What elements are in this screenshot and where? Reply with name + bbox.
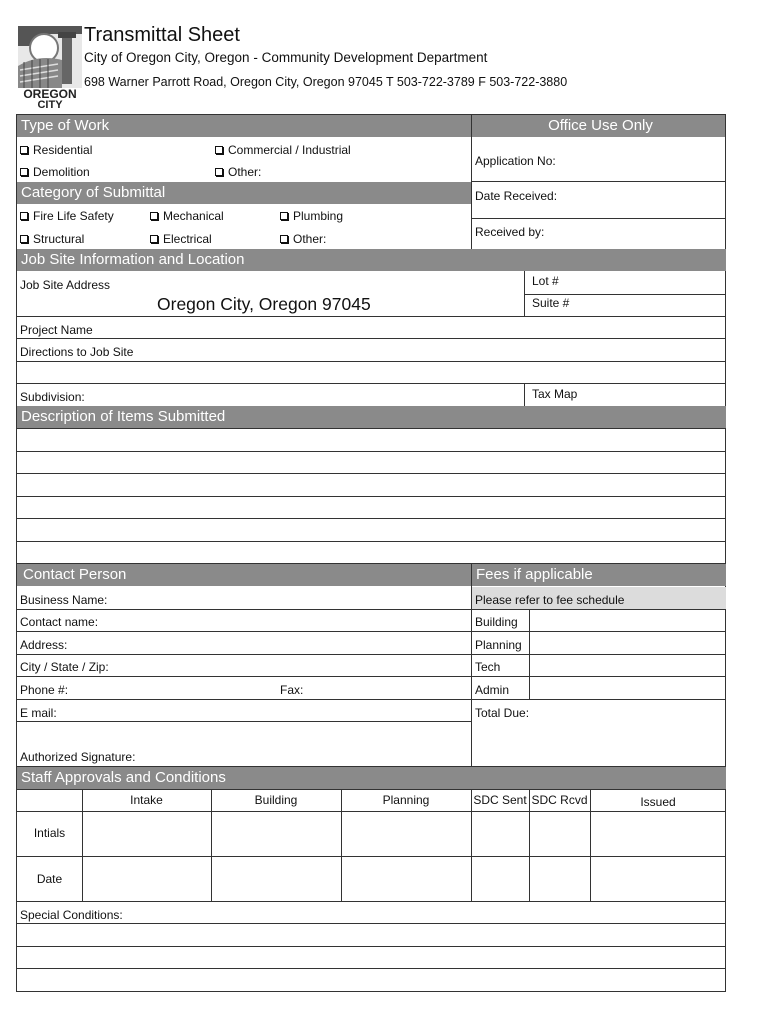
checkbox-demolition[interactable]: Demolition: [20, 165, 90, 179]
business-name-field[interactable]: Business Name:: [20, 593, 108, 607]
checkbox-icon: [20, 235, 28, 243]
date-received-field[interactable]: Date Received:: [475, 189, 558, 203]
column-building: Building: [254, 793, 298, 807]
job-site-header: Job Site Information and Location: [17, 249, 726, 271]
checkbox-icon: [20, 146, 28, 154]
checkbox-commercial[interactable]: Commercial / Industrial: [215, 143, 351, 157]
column-intake: Intake: [130, 793, 163, 807]
fees-header: Fees if applicable: [472, 564, 726, 586]
checkbox-icon: [20, 212, 28, 220]
total-due-field[interactable]: Total Due:: [475, 706, 530, 720]
address-line: 698 Warner Parrott Road, Oregon City, Oregon 97045 T 503-722-3789 F 503-722-3880: [84, 75, 568, 89]
job-site-address-label: Job Site Address: [20, 278, 111, 292]
job-site-city-value[interactable]: Oregon City, Oregon 97045: [157, 294, 371, 314]
type-of-work-header: Type of Work: [17, 115, 471, 137]
row-initials: Intials: [33, 826, 66, 840]
column-issued: Issued: [640, 795, 676, 809]
checkbox-electrical[interactable]: Electrical: [150, 232, 212, 246]
checkbox-residential[interactable]: Residential: [20, 143, 92, 157]
checkbox-fire-life-safety[interactable]: Fire Life Safety: [20, 209, 114, 223]
svg-text:CITY: CITY: [37, 99, 63, 108]
column-sdc-rcvd: SDC Rcvd: [531, 793, 588, 807]
staff-approvals-header: Staff Approvals and Conditions: [17, 767, 726, 789]
email-field[interactable]: E mail:: [20, 706, 57, 720]
tax-map-field[interactable]: Tax Map: [532, 387, 578, 401]
contact-header: Contact Person: [17, 564, 471, 586]
column-planning: Planning: [382, 793, 430, 807]
fax-field[interactable]: Fax:: [280, 683, 304, 697]
subdivision-field[interactable]: Subdivision:: [20, 390, 85, 404]
fee-planning-label: Planning: [475, 638, 522, 652]
svg-text:OREGON: OREGON: [23, 87, 77, 101]
contact-name-field[interactable]: Contact name:: [20, 615, 99, 629]
checkbox-other-work[interactable]: Other:: [215, 165, 261, 179]
fee-schedule-note: Please refer to fee schedule: [475, 593, 625, 607]
checkbox-mechanical[interactable]: Mechanical: [150, 209, 224, 223]
column-sdc-sent: SDC Sent: [473, 793, 527, 807]
office-use-header: Office Use Only: [472, 115, 725, 137]
checkbox-structural[interactable]: Structural: [20, 232, 84, 246]
fee-tech-label: Tech: [475, 660, 501, 674]
checkbox-other-category[interactable]: Other:: [280, 232, 326, 246]
checkbox-icon: [150, 235, 158, 243]
department-line: City of Oregon City, Oregon - Community Development Department: [84, 50, 488, 65]
transmittal-form: [16, 114, 726, 992]
page-title: Transmittal Sheet: [84, 24, 240, 46]
row-date: Date: [36, 872, 63, 886]
fee-building-label: Building: [475, 615, 518, 629]
phone-field[interactable]: Phone #:: [20, 683, 69, 697]
checkbox-icon: [150, 212, 158, 220]
checkbox-icon: [215, 146, 223, 154]
project-name-field[interactable]: Project Name: [20, 323, 93, 337]
fee-admin-label: Admin: [475, 683, 510, 697]
checkbox-icon: [280, 235, 288, 243]
application-no-field[interactable]: Application No:: [475, 154, 556, 168]
checkbox-plumbing[interactable]: Plumbing: [280, 209, 343, 223]
city-state-zip-field[interactable]: City / State / Zip:: [20, 660, 109, 674]
address-field[interactable]: Address:: [20, 638, 68, 652]
received-by-field[interactable]: Received by:: [475, 225, 545, 239]
description-header: Description of Items Submitted: [17, 406, 726, 428]
checkbox-icon: [280, 212, 288, 220]
checkbox-icon: [20, 168, 28, 176]
directions-field[interactable]: Directions to Job Site: [20, 345, 134, 359]
lot-field[interactable]: Lot #: [532, 274, 559, 288]
checkbox-icon: [215, 168, 223, 176]
special-conditions-field[interactable]: Special Conditions:: [20, 908, 123, 922]
signature-field[interactable]: Authorized Signature:: [20, 750, 136, 764]
category-header: Category of Submittal: [17, 182, 471, 204]
suite-field[interactable]: Suite #: [532, 296, 570, 310]
oregon-city-logo: [18, 26, 82, 108]
